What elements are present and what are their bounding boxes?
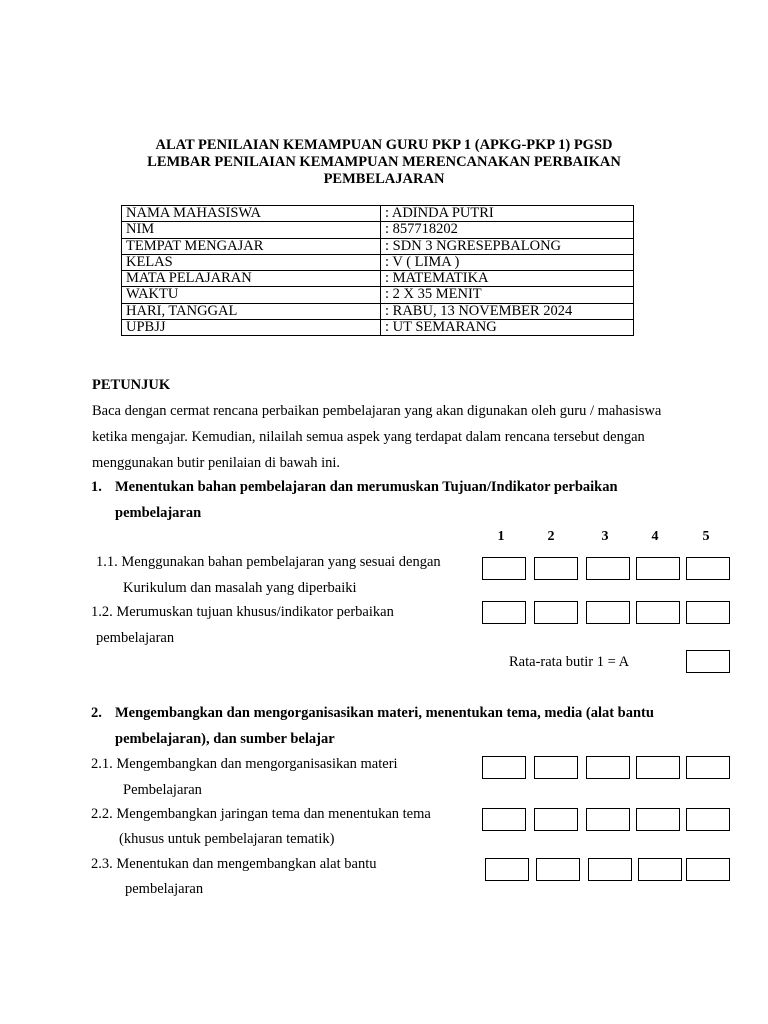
score-box-2-2-2[interactable] [534, 808, 578, 831]
score-box-1-2-4[interactable] [636, 601, 680, 624]
table-cell-label: NIM [122, 222, 381, 238]
score-box-2-1-1[interactable] [482, 756, 526, 779]
table-cell-value: : UT SEMARANG [381, 320, 634, 336]
section-2-heading-line-2: pembelajaran), dan sumber belajar [115, 731, 335, 747]
table-cell-value: : ADINDA PUTRI [381, 206, 634, 222]
form-title-line-2: LEMBAR PENILAIAN KEMAMPUAN MERENCANAKAN PERBAIKAN [147, 154, 621, 170]
scale-label-5: 5 [702, 529, 710, 544]
score-box-1-1-4[interactable] [636, 557, 680, 580]
score-box-2-1-3[interactable] [586, 756, 630, 779]
score-box-1-1-1[interactable] [482, 557, 526, 580]
score-box-1-1-2[interactable] [534, 557, 578, 580]
table-cell-value: : SDN 3 NGRESEPBALONG [381, 238, 634, 254]
item-2-2-line-2: (khusus untuk pembelajaran tematik) [119, 831, 335, 847]
item-1-1-line-2: Kurikulum dan masalah yang diperbaiki [123, 580, 357, 596]
identity-table [121, 205, 634, 336]
section-1-heading-line-2: pembelajaran [115, 505, 202, 521]
score-box-1-2-1[interactable] [482, 601, 526, 624]
table-row [122, 254, 634, 270]
score-box-2-2-1[interactable] [482, 808, 526, 831]
score-box-2-2-5[interactable] [686, 808, 730, 831]
table-cell-value: : 857718202 [381, 222, 634, 238]
table-row [122, 303, 634, 319]
section-1-heading-line-1: Menentukan bahan pembelajaran dan merumuskan Tujuan/Indikator perbaikan [115, 479, 618, 495]
score-box-1-2-5[interactable] [686, 601, 730, 624]
table-cell-value: : V ( LIMA ) [381, 254, 634, 270]
table-cell-label: WAKTU [122, 287, 381, 303]
instructions-line-3: menggunakan butir penilaian di bawah ini. [92, 455, 341, 471]
scale-label-1: 1 [497, 529, 505, 544]
table-row [122, 320, 634, 336]
item-2-3-line-1: 2.3. Menentukan dan mengembangkan alat bantu [91, 856, 377, 872]
table-cell-value: : RABU, 13 NOVEMBER 2024 [381, 303, 634, 319]
section-1-number: 1. [91, 479, 102, 495]
score-box-2-1-2[interactable] [534, 756, 578, 779]
scale-label-4: 4 [651, 529, 659, 544]
score-box-2-1-4[interactable] [636, 756, 680, 779]
score-box-2-3-3[interactable] [588, 858, 632, 881]
item-2-1-line-1: 2.1. Mengembangkan dan mengorganisasikan materi [91, 756, 398, 772]
score-box-2-2-3[interactable] [586, 808, 630, 831]
table-cell-label: UPBJJ [122, 320, 381, 336]
table-cell-label: HARI, TANGGAL [122, 303, 381, 319]
score-box-2-3-1[interactable] [485, 858, 529, 881]
table-cell-label: NAMA MAHASISWA [122, 206, 381, 222]
form-title-line-3: PEMBELAJARAN [323, 171, 445, 187]
score-box-2-3-4[interactable] [638, 858, 682, 881]
score-box-2-1-5[interactable] [686, 756, 730, 779]
form-title-line-1: ALAT PENILAIAN KEMAMPUAN GURU PKP 1 (APKG-PKP 1) PGSD [155, 137, 613, 153]
instructions-line-1: Baca dengan cermat rencana perbaikan pembelajaran yang akan digunakan oleh guru / mahasiswa [92, 403, 662, 419]
item-2-1-line-2: Pembelajaran [123, 782, 202, 798]
table-cell-label: TEMPAT MENGAJAR [122, 238, 381, 254]
item-1-2-line-2: pembelajaran [96, 630, 175, 646]
score-box-1-1-5[interactable] [686, 557, 730, 580]
table-row [122, 238, 634, 254]
item-1-1-line-1: 1.1. Menggunakan bahan pembelajaran yang sesuai dengan [96, 554, 441, 570]
instructions-heading: PETUNJUK [92, 377, 171, 393]
table-row [122, 222, 634, 238]
scale-label-2: 2 [547, 529, 555, 544]
score-box-1-2-2[interactable] [534, 601, 578, 624]
item-2-3-line-2: pembelajaran [125, 881, 204, 897]
section-2-heading-line-1: Mengembangkan dan mengorganisasikan materi, menentukan tema, media (alat bantu [115, 705, 654, 721]
table-cell-label: KELAS [122, 254, 381, 270]
average-label-1: Rata-rata butir 1 = A [509, 654, 630, 670]
score-box-1-1-3[interactable] [586, 557, 630, 580]
table-row [122, 271, 634, 287]
score-box-1-2-3[interactable] [586, 601, 630, 624]
score-box-2-3-2[interactable] [536, 858, 580, 881]
score-box-2-2-4[interactable] [636, 808, 680, 831]
average-box-1[interactable] [686, 650, 730, 673]
table-cell-value: : MATEMATIKA [381, 271, 634, 287]
item-1-2-line-1: 1.2. Merumuskan tujuan khusus/indikator perbaikan [91, 604, 394, 620]
item-2-2-line-1: 2.2. Mengembangkan jaringan tema dan menentukan tema [91, 806, 431, 822]
score-box-2-3-5[interactable] [686, 858, 730, 881]
table-cell-label: MATA PELAJARAN [122, 271, 381, 287]
table-row [122, 206, 634, 222]
instructions-line-2: ketika mengajar. Kemudian, nilailah semua aspek yang terdapat dalam rencana tersebut dengan [92, 429, 645, 445]
section-2-number: 2. [91, 705, 102, 721]
table-cell-value: : 2 X 35 MENIT [381, 287, 634, 303]
scale-label-3: 3 [601, 529, 609, 544]
table-row [122, 287, 634, 303]
